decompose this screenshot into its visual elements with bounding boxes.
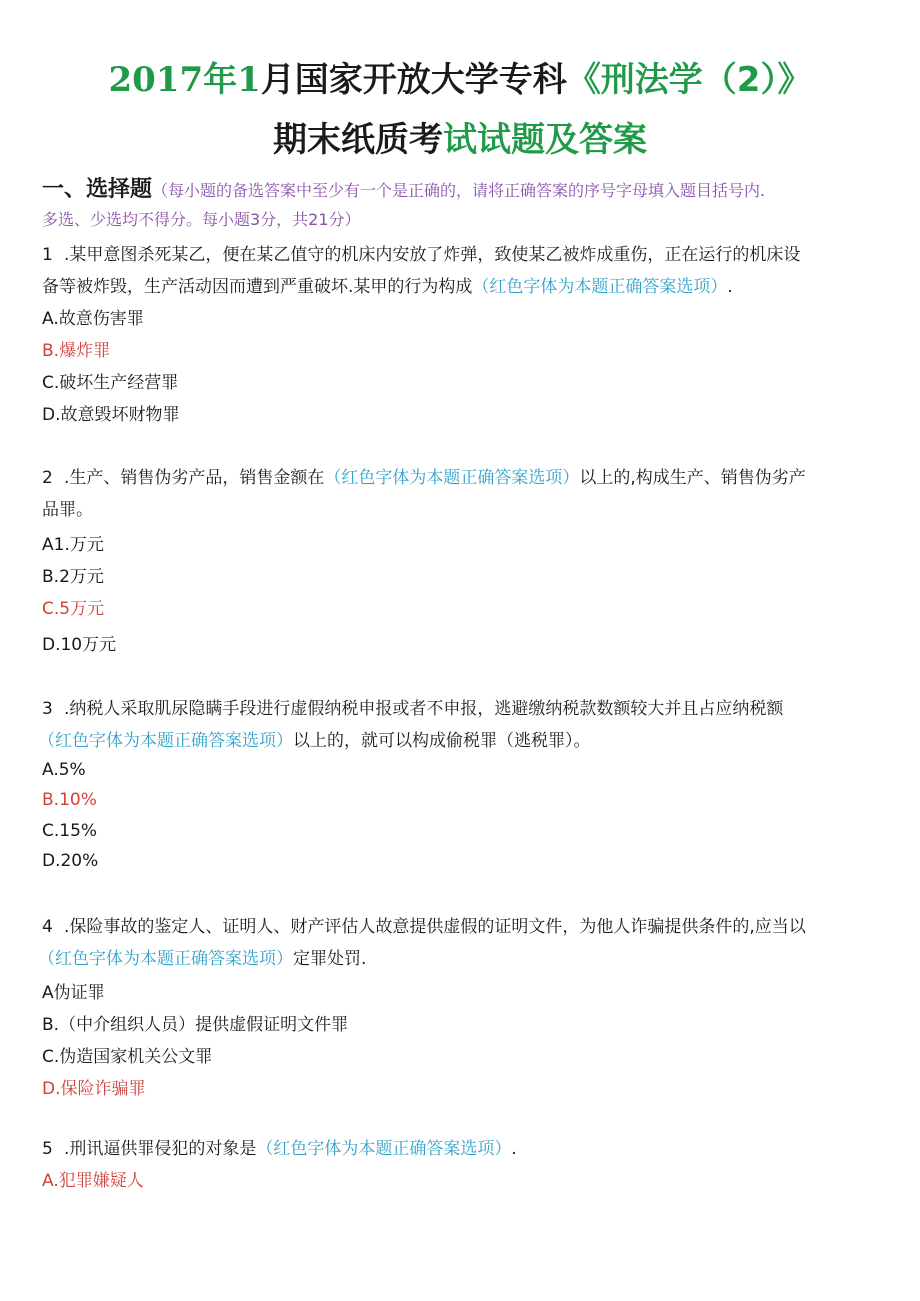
- section-heading: 一、选择题: [42, 177, 153, 202]
- q2-option-b: B.2万元: [42, 567, 104, 587]
- q3-line-2: （红色字体为本题正确答案选项）以上的，就可以构成偷税罪（逃税罪）。: [38, 731, 591, 751]
- section-note-2: 多选、少选均不得分。每小题3分，共21分）: [42, 210, 361, 229]
- title-part-a: 期末纸质考: [273, 120, 443, 160]
- q3-option-d: D.20%: [42, 851, 99, 871]
- title-part-b: 试试题及答案: [443, 120, 647, 160]
- q1-option-d: D.故意毁坏财物罪: [42, 405, 180, 425]
- q4-line-1: 4 .保险事故的鉴定人、证明人、财产评估人故意提供虚假的证明文件，为他人诈骗提供条件的,应当以: [42, 917, 806, 937]
- q1-line-2: 备等被炸毁，生产活动因而遭到严重破坏.某甲的行为构成（红色字体为本题正确答案选项）.: [42, 277, 733, 297]
- q3-line-1: 3 .纳税人采取肌尿隐瞒手段进行虚假纳税申报或者不申报，逃避缴纳税款数额较大并且占应纳税额: [42, 699, 784, 719]
- doc-title-line-2: [0, 112, 920, 161]
- q3-option-c: C.15%: [42, 821, 98, 841]
- q4-option-a: A伪证罪: [42, 983, 105, 1003]
- q2-option-d: D.10万元: [42, 635, 117, 655]
- doc-title-line-1: [0, 52, 920, 101]
- q2-option-a: A1.万元: [42, 535, 104, 555]
- title-year: 2017年1: [108, 60, 261, 100]
- q1-line-1: 1 .某甲意图杀死某乙，便在某乙值守的机床内安放了炸弹，致使某乙被炸成重伤，正在运行的机床设: [42, 245, 801, 265]
- section-heading-line: [42, 172, 765, 203]
- answer-hint: （红色字体为本题正确答案选项）: [472, 277, 728, 297]
- q4-option-b: B.（中介组织人员）提供虚假证明文件罪: [42, 1015, 349, 1035]
- answer-hint: （红色字体为本题正确答案选项）: [38, 731, 293, 751]
- answer-hint: （红色字体为本题正确答案选项）: [38, 949, 293, 969]
- q1-option-c: C.破坏生产经营罪: [42, 373, 179, 393]
- q3-option-a: A.5%: [42, 760, 86, 780]
- title-middle: 月国家开放大学专科: [260, 60, 567, 100]
- q4-option-c: C.伪造国家机关公文罪: [42, 1047, 213, 1067]
- answer-hint: （红色字体为本题正确答案选项）: [324, 468, 580, 488]
- q3-option-b-correct: B.10%: [42, 790, 97, 810]
- q1-option-b-correct: B.爆炸罪: [42, 341, 111, 361]
- answer-hint: （红色字体为本题正确答案选项）: [256, 1139, 512, 1159]
- q1-option-a: A.故意伤害罪: [42, 309, 144, 329]
- q5-option-a-correct: A.犯罪嫌疑人: [42, 1171, 144, 1191]
- title-course: 《刑法学（2）》: [566, 60, 812, 100]
- q4-option-d-correct: D.保险诈骗罪: [42, 1079, 146, 1099]
- q2-option-c-correct: C.5万元: [42, 599, 105, 619]
- section-note-1: （每小题的备选答案中至少有一个是正确的，请将正确答案的序号字母填入题目括号内.: [152, 181, 766, 200]
- q2-line-1: 2 .生产、销售伪劣产品，销售金额在（红色字体为本题正确答案选项）以上的,构成生产、销售伪劣产: [42, 468, 806, 488]
- q2-line-2: 品罪。: [42, 500, 93, 520]
- q4-line-2: （红色字体为本题正确答案选项）定罪处罚.: [38, 949, 367, 969]
- q5-line-1: 5 .刑讯逼供罪侵犯的对象是（红色字体为本题正确答案选项）.: [42, 1139, 517, 1159]
